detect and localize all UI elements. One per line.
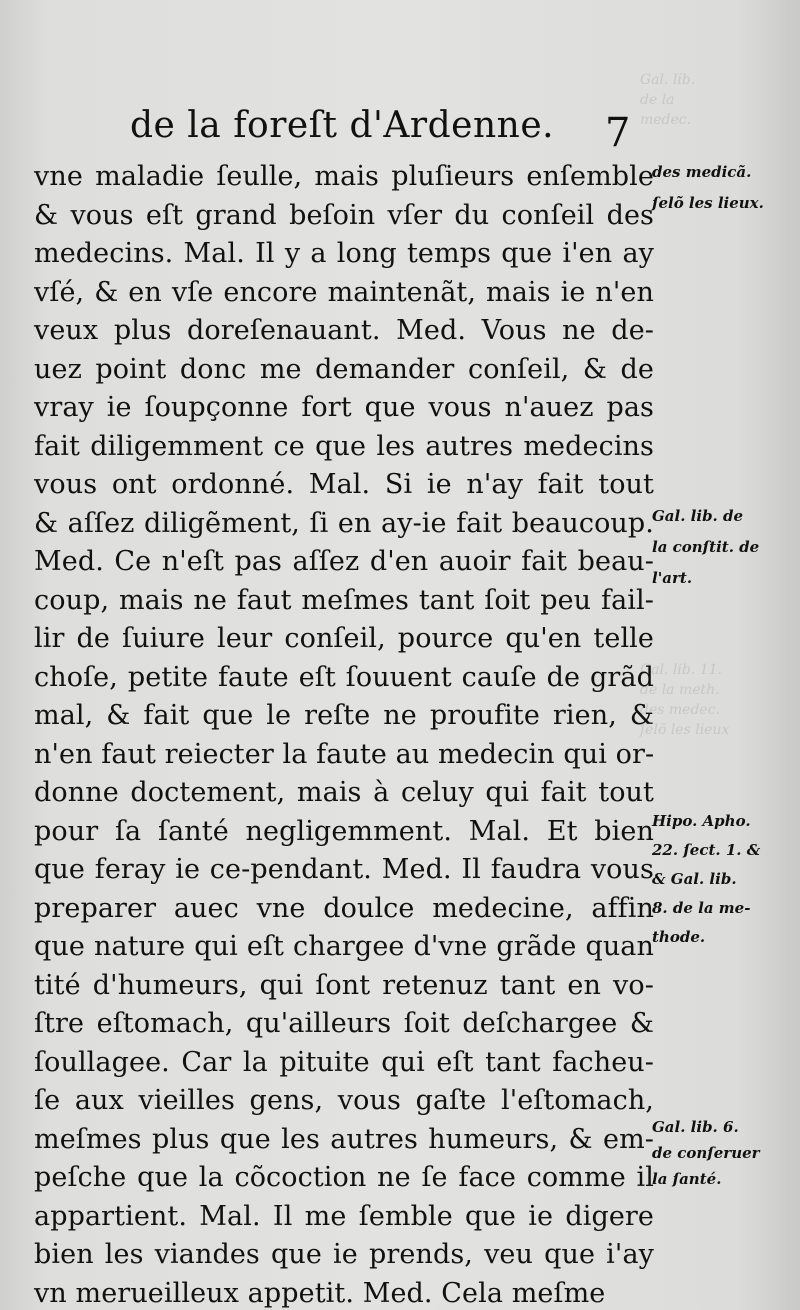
margin-note: & Gal. lib. (652, 870, 737, 888)
text-line: bien les viandes que ie prends, veu que i'ay (34, 1239, 654, 1270)
text-line: ſe aux vieilles gens, vous gaſte l'eſtomach, (34, 1085, 654, 1116)
margin-note: Hipo. Apho. (652, 812, 751, 830)
running-title: de la foreſt d'Ardenne. (130, 105, 555, 146)
text-line: que nature qui eſt chargee d'vne grãde quan (34, 931, 654, 962)
text-line: peſche que la cõcoction ne ſe face comme il (34, 1162, 654, 1193)
text-line: pour ſa ſanté negligemment. Mal. Et bien (34, 815, 654, 847)
text-line: Med. Ce n'eſt pas aſſez d'en auoir fait beau- (34, 546, 654, 577)
page-number: 7 (605, 110, 631, 156)
margin-note: 22. ſect. 1. & (652, 841, 761, 859)
text-line: coup, mais ne faut meſmes tant ſoit peu fail- (34, 584, 654, 616)
text-line: donne doctement, mais à celuy qui fait tout (34, 777, 654, 808)
text-line: vſé, & en vſe encore maintenãt, mais ie n'en (34, 276, 654, 308)
text-line: que feray ie ce-pendant. Med. Il faudra vous (34, 854, 654, 885)
margin-note: Gal. lib. de (652, 507, 744, 525)
margin-note: de conſeruer (652, 1144, 760, 1162)
text-line: fait diligemment ce que les autres medecins (34, 430, 654, 462)
text-line: uez point donc me demander conſeil, & de (34, 353, 654, 385)
text-line: tité d'humeurs, qui ſont retenuz tant en vo- (34, 969, 654, 1001)
show-through-text: Gal. lib. 11. de la meth. des medec. ſelõ les lieux (640, 662, 730, 738)
text-line: medecins. Mal. Il y a long temps que i'en ay (34, 238, 654, 269)
margin-note: thode. (652, 928, 706, 946)
text-line: ſoullagee. Car la pituite qui eſt tant facheu- (34, 1046, 654, 1078)
margin-note: Gal. lib. 6. (652, 1118, 739, 1136)
margin-note: ſelõ les lieux. (652, 194, 764, 212)
text-line: & vous eſt grand beſoin vſer du conſeil des (34, 199, 654, 231)
text-line: lir de ſuiure leur conſeil, pource qu'en telle (34, 623, 654, 654)
show-through-text: Gal. lib. de la medec. (640, 72, 696, 128)
margin-note: 8. de la me- (652, 899, 751, 917)
text-line: vous ont ordonné. Mal. Si ie n'ay fait tout (34, 469, 654, 500)
text-line: preparer auec vne doulce medecine, affin (34, 892, 654, 924)
text-line: choſe, petite faute eſt ſouuent cauſe de grãd (34, 661, 654, 693)
text-line: mal, & fait que le reſte ne proufite rien, & (34, 700, 654, 731)
text-line: meſmes plus que les autres humeurs, & em- (34, 1123, 654, 1155)
text-line: vn merueilleux appetit. Med. Cela meſme (34, 1277, 606, 1309)
text-line: appartient. Mal. Il me ſemble que ie digere (34, 1200, 654, 1232)
text-line: & aſſez diligẽment, ſi en ay-ie fait beaucoup. (34, 507, 654, 539)
text-line: vray ie ſoupçonne fort que vous n'auez pas (34, 392, 654, 423)
main-text-block (34, 158, 654, 1310)
margin-note: la conſtit. de (652, 538, 760, 556)
margin-note: l'art. (652, 569, 693, 587)
text-line: ſtre eſtomach, qu'ailleurs ſoit deſchargee & (34, 1008, 654, 1039)
text-line: n'en faut reiecter la faute au medecin qui or- (34, 738, 655, 770)
text-line: veux plus doreſenauant. Med. Vous ne de- (34, 315, 654, 346)
margin-note: des medicã. (652, 163, 752, 181)
text-line: vne maladie ſeulle, mais pluſieurs enſemble (34, 161, 654, 192)
margin-note: la ſanté. (652, 1170, 722, 1188)
